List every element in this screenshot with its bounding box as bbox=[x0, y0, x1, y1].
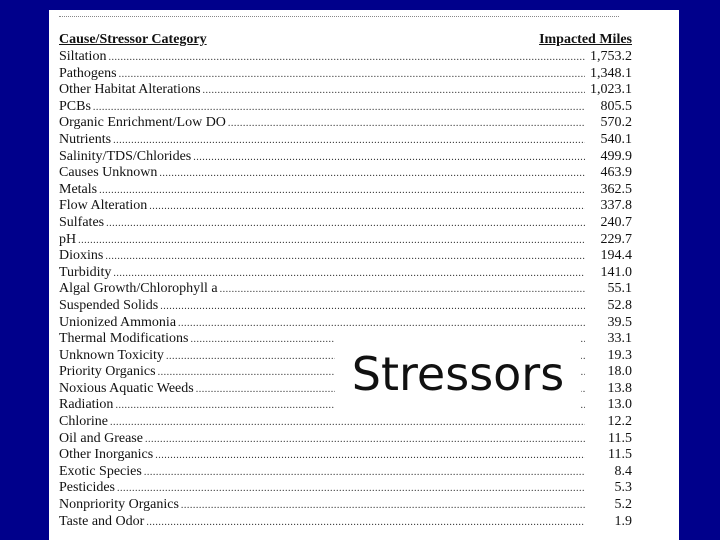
impacted-miles-value: 1,753.2 bbox=[590, 49, 632, 64]
stressor-category: Sulfates bbox=[59, 214, 105, 230]
dot-leader bbox=[105, 249, 585, 266]
table-row bbox=[59, 414, 632, 431]
dot-leader bbox=[228, 116, 585, 133]
table-row bbox=[59, 49, 632, 66]
stressor-category: Other Inorganics bbox=[59, 447, 154, 463]
impacted-miles-value: 33.1 bbox=[607, 331, 632, 347]
stressor-category: Priority Organics bbox=[59, 364, 156, 380]
impacted-miles-value: 229.7 bbox=[600, 231, 632, 247]
table-row bbox=[59, 82, 632, 99]
table-row bbox=[59, 431, 632, 448]
impacted-miles-value: 337.8 bbox=[600, 198, 632, 214]
table-row bbox=[59, 132, 632, 149]
table-row bbox=[59, 497, 632, 514]
stressor-category: Unionized Ammonia bbox=[59, 314, 177, 330]
impacted-miles-value: 362.5 bbox=[600, 181, 632, 197]
stressor-category: Nutrients bbox=[59, 131, 112, 147]
stressor-category: Siltation bbox=[59, 49, 107, 64]
dot-leader bbox=[144, 465, 585, 482]
impacted-miles-value: 499.9 bbox=[600, 148, 632, 164]
impacted-miles-value: 240.7 bbox=[600, 214, 632, 230]
table-row bbox=[59, 115, 632, 132]
dot-leader bbox=[181, 498, 585, 515]
impacted-miles-value: 13.0 bbox=[607, 397, 632, 413]
impacted-miles-value: 1,348.1 bbox=[590, 65, 632, 81]
stressor-category: Causes Unknown bbox=[59, 165, 158, 181]
stressor-category: Algal Growth/Chlorophyll a bbox=[59, 281, 218, 297]
table-header bbox=[59, 32, 632, 50]
table-row bbox=[59, 66, 632, 83]
stressor-category: Taste and Odor bbox=[59, 513, 145, 529]
impacted-miles-value: 18.0 bbox=[607, 364, 632, 380]
table-row bbox=[59, 265, 632, 282]
table-row bbox=[59, 182, 632, 199]
table-row bbox=[59, 480, 632, 497]
dot-leader bbox=[106, 216, 585, 233]
stressor-category: Chlorine bbox=[59, 414, 108, 430]
impacted-miles-value: 8.4 bbox=[614, 463, 632, 479]
dot-leader bbox=[145, 432, 585, 449]
dot-leader bbox=[108, 50, 585, 67]
dot-leader bbox=[99, 183, 585, 200]
table-row bbox=[59, 248, 632, 265]
impacted-miles-value: 141.0 bbox=[600, 264, 632, 280]
stressor-category: Turbidity bbox=[59, 264, 112, 280]
stressor-category: Pathogens bbox=[59, 65, 117, 81]
table-row bbox=[59, 315, 632, 332]
stressor-category: Radiation bbox=[59, 397, 114, 413]
dot-leader bbox=[155, 448, 585, 465]
impacted-miles-value: 11.5 bbox=[608, 430, 632, 446]
slide-title: Stressors bbox=[335, 332, 581, 416]
impacted-miles-value: 540.1 bbox=[600, 131, 632, 147]
impacted-miles-value: 1.9 bbox=[614, 513, 632, 529]
stressor-category: Nonpriority Organics bbox=[59, 497, 179, 513]
impacted-miles-value: 1,023.1 bbox=[590, 82, 632, 98]
table-row bbox=[59, 232, 632, 249]
stressor-table bbox=[59, 49, 632, 530]
stressor-category: Metals bbox=[59, 181, 98, 197]
dot-leader bbox=[193, 150, 585, 167]
impacted-miles-value: 570.2 bbox=[600, 115, 632, 131]
impacted-miles-value: 39.5 bbox=[607, 314, 632, 330]
document-page bbox=[49, 10, 679, 540]
clipped-previous-line bbox=[59, 10, 619, 17]
stressor-category: PCBs bbox=[59, 98, 91, 114]
impacted-miles-value: 55.1 bbox=[607, 281, 632, 297]
stressor-category: Thermal Modifications bbox=[59, 331, 189, 347]
impacted-miles-value: 19.3 bbox=[607, 347, 632, 363]
stressor-category: Noxious Aquatic Weeds bbox=[59, 380, 194, 396]
stressor-category: pH bbox=[59, 231, 77, 247]
table-row bbox=[59, 165, 632, 182]
stressor-category: Pesticides bbox=[59, 480, 115, 496]
stressor-category: Unknown Toxicity bbox=[59, 347, 164, 363]
stressor-category: Flow Alteration bbox=[59, 198, 148, 214]
table-row bbox=[59, 281, 632, 298]
impacted-miles-value: 5.2 bbox=[614, 497, 632, 513]
impacted-miles-value: 805.5 bbox=[600, 98, 632, 114]
dot-leader bbox=[149, 199, 585, 216]
dot-leader bbox=[203, 83, 585, 100]
table-row bbox=[59, 99, 632, 116]
stressor-category: Other Habitat Alterations bbox=[59, 82, 201, 98]
dot-leader bbox=[159, 166, 585, 183]
impacted-miles-value: 52.8 bbox=[607, 297, 632, 313]
dot-leader bbox=[119, 67, 585, 84]
dot-leader bbox=[113, 266, 585, 283]
table-row bbox=[59, 215, 632, 232]
dot-leader bbox=[160, 299, 585, 316]
table-row bbox=[59, 198, 632, 215]
table-row bbox=[59, 298, 632, 315]
dot-leader bbox=[117, 481, 585, 498]
table-row bbox=[59, 514, 632, 531]
impacted-miles-value: 11.5 bbox=[608, 447, 632, 463]
table-row bbox=[59, 447, 632, 464]
table-row bbox=[59, 464, 632, 481]
header-category: Cause/Stressor Category bbox=[59, 32, 207, 47]
impacted-miles-value: 12.2 bbox=[607, 414, 632, 430]
dot-leader bbox=[93, 100, 585, 117]
impacted-miles-value: 13.8 bbox=[607, 380, 632, 396]
impacted-miles-value: 194.4 bbox=[600, 248, 632, 264]
stressor-category: Salinity/TDS/Chlorides bbox=[59, 148, 192, 164]
dot-leader bbox=[110, 415, 585, 432]
stressor-category: Exotic Species bbox=[59, 463, 142, 479]
stressor-category: Suspended Solids bbox=[59, 297, 159, 313]
stressor-category: Oil and Grease bbox=[59, 430, 143, 446]
dot-leader bbox=[113, 133, 585, 150]
table-row bbox=[59, 149, 632, 166]
dot-leader bbox=[78, 233, 585, 250]
impacted-miles-value: 5.3 bbox=[614, 480, 632, 496]
stressor-category: Dioxins bbox=[59, 248, 104, 264]
impacted-miles-value: 463.9 bbox=[600, 165, 632, 181]
stressor-category: Organic Enrichment/Low DO bbox=[59, 115, 226, 131]
dot-leader bbox=[146, 515, 585, 532]
dot-leader bbox=[178, 316, 585, 333]
header-impacted-miles: Impacted Miles bbox=[539, 32, 632, 47]
dot-leader bbox=[220, 282, 585, 299]
